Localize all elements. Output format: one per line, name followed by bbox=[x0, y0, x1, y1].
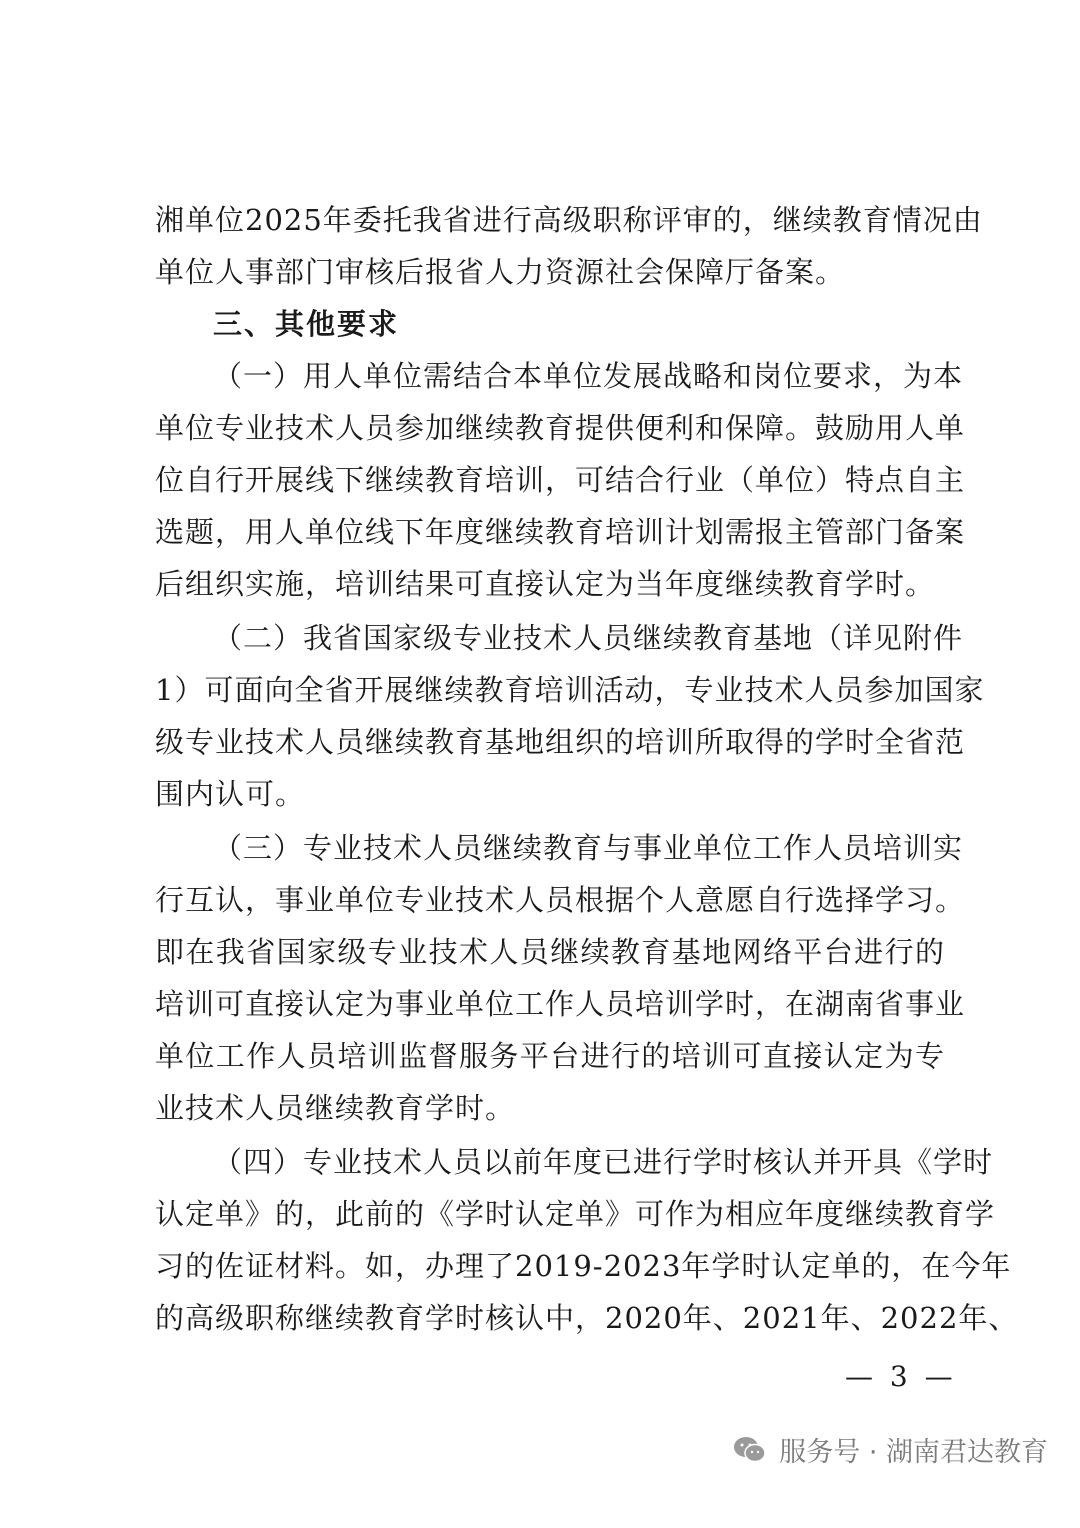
wechat-watermark bbox=[733, 1430, 1048, 1469]
body-line: 选题，用人单位线下年度继续教育培训计划需报主管部门备案 bbox=[155, 515, 966, 549]
body-line: 认定单》的，此前的《学时认定单》可作为相应年度继续教育学 bbox=[155, 1197, 996, 1231]
body-line: 的高级职称继续教育学时核认中，2020年、2021年、2022年、 bbox=[155, 1301, 1019, 1335]
body-line: 围内认可。 bbox=[155, 777, 306, 811]
body-line: （三）专业技术人员继续教育与事业单位工作人员培训实 bbox=[213, 831, 964, 865]
body-line: 行互认，事业单位专业技术人员根据个人意愿自行选择学习。 bbox=[155, 883, 966, 917]
body-line: （四）专业技术人员以前年度已进行学时核认并开具《学时 bbox=[213, 1145, 994, 1179]
body-line: （二）我省国家级专业技术人员继续教育基地（详见附件 bbox=[213, 621, 964, 655]
body-line: 级专业技术人员继续教育基地组织的培训所取得的学时全省范 bbox=[155, 725, 966, 759]
body-line: 后组织实施，培训结果可直接认定为当年度继续教育学时。 bbox=[155, 567, 936, 601]
body-line: 即在我省国家级专业技术人员继续教育基地网络平台进行的 bbox=[155, 935, 945, 969]
watermark-text: 服务号 · 湖南君达教育 bbox=[779, 1437, 1048, 1468]
page-number: — 3 — bbox=[845, 1360, 957, 1393]
body-line: 培训可直接认定为事业单位工作人员培训学时，在湖南省事业 bbox=[155, 987, 966, 1021]
body-line: 位自行开展线下继续教育培训，可结合行业（单位）特点自主 bbox=[155, 463, 966, 497]
body-line: 习的佐证材料。如，办理了2019-2023年学时认定单的，在今年 bbox=[155, 1249, 1012, 1283]
body-line: 单位工作人员培训监督服务平台进行的培训可直接认定为专 bbox=[155, 1039, 945, 1073]
wechat-icon bbox=[733, 1435, 767, 1465]
section-heading: 三、其他要求 bbox=[213, 307, 400, 341]
body-line: 湘单位2025年委托我省进行高级职称评审的，继续教育情况由 bbox=[155, 203, 983, 237]
body-line: 单位人事部门审核后报省人力资源社会保障厅备案。 bbox=[155, 255, 846, 289]
body-line: 业技术人员继续教育学时。 bbox=[155, 1091, 516, 1125]
body-line: 1）可面向全省开展继续教育培训活动，专业技术人员参加国家 bbox=[155, 673, 985, 707]
body-line: （一）用人单位需结合本单位发展战略和岗位要求，为本 bbox=[213, 359, 964, 393]
body-line: 单位专业技术人员参加继续教育提供便利和保障。鼓励用人单 bbox=[155, 411, 966, 445]
